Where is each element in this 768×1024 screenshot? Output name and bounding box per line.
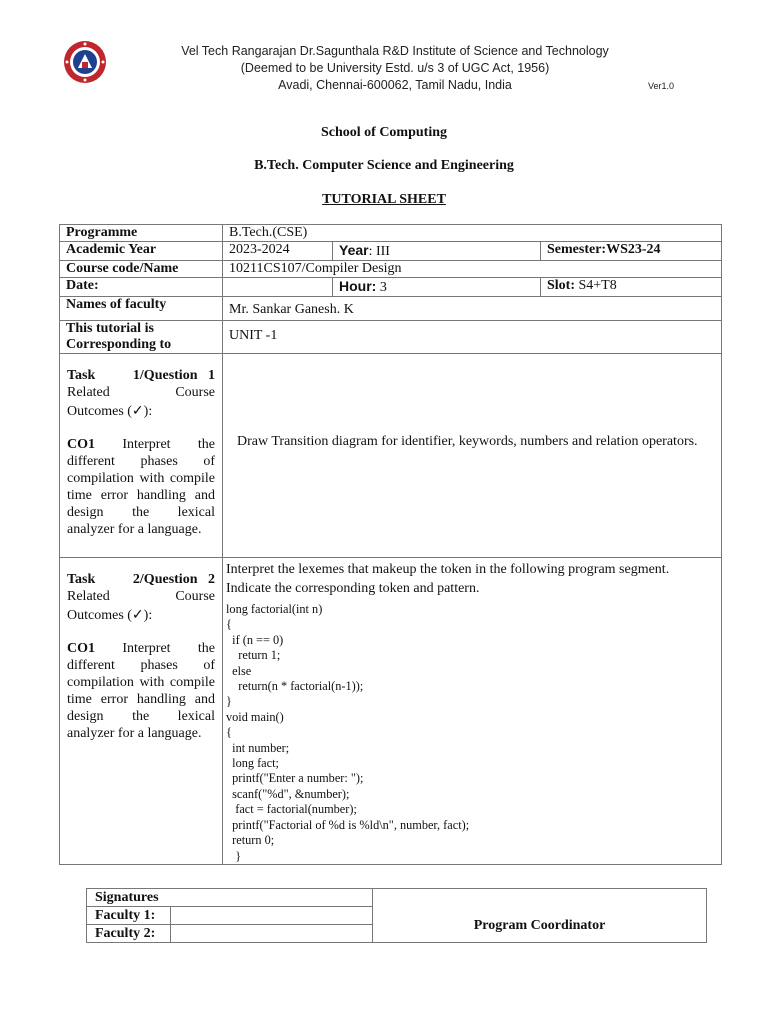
faculty-value: Mr. Sankar Ganesh. K bbox=[223, 297, 722, 321]
task-2-title-left: Task bbox=[67, 572, 96, 587]
course-value: 10211CS107/Compiler Design bbox=[223, 261, 722, 278]
date-label: Date: bbox=[60, 278, 223, 297]
task-1-co-code: CO1 bbox=[67, 437, 95, 452]
task-1-related-word: Related bbox=[67, 385, 110, 400]
faculty-2-label: Faculty 2: bbox=[87, 925, 171, 943]
task-2-question: Interpret the lexemes that makeup the token in the following program segment. Indicate the corresponding token and pattern. bbox=[226, 562, 670, 596]
version-label: Ver1.0 bbox=[648, 81, 675, 91]
corresponding-value: UNIT -1 bbox=[223, 321, 722, 354]
task-1-meta bbox=[60, 354, 223, 558]
task-2-code: long factorial(int n) { if (n == 0) return 1; else return(n * factorial(n-1)); } void main() { int number; long fact; printf("Enter a number: "); scanf("%d", &number); fact = factorial(number); printf("Factorial of %d is %ld\n", number, fact); return 0; } bbox=[226, 602, 470, 863]
programme-title: B.Tech. Computer Science and Engineering bbox=[254, 158, 514, 173]
faculty-2-signature bbox=[171, 925, 373, 943]
semester-value: WS23-24 bbox=[606, 242, 661, 257]
task-1-course-word: Course bbox=[175, 385, 215, 400]
task-2-related-word: Related bbox=[67, 589, 110, 604]
task-2-outcomes: Outcomes (✓): bbox=[67, 608, 153, 623]
year-value: : III bbox=[368, 244, 390, 259]
task-2-meta bbox=[60, 558, 223, 865]
year-label: Year bbox=[339, 242, 369, 258]
task-2-course-word: Course bbox=[175, 589, 215, 604]
task-1-title bbox=[67, 368, 215, 384]
course-label: Course code/Name bbox=[60, 261, 223, 278]
task-2-co-text: Interpret the different phases of compilation with compile time error handling and design the lexical analyzer for a language. bbox=[67, 641, 216, 741]
tutorial-table bbox=[59, 224, 722, 865]
task-2-related bbox=[67, 588, 215, 605]
year-cell bbox=[333, 242, 541, 261]
sheet-title: TUTORIAL SHEET bbox=[322, 192, 446, 207]
task-1-outcomes: Outcomes (✓): bbox=[67, 404, 153, 419]
programme-label: Programme bbox=[60, 225, 223, 242]
task-1-co-text: Interpret the different phases of compilation with compile time error handling and design the lexical analyzer for a language. bbox=[67, 437, 216, 537]
semester-cell bbox=[541, 242, 722, 261]
corresponding-label-line2: Corresponding to bbox=[66, 337, 172, 352]
semester-label: Semester: bbox=[547, 242, 607, 257]
task-2-question-cell bbox=[223, 558, 722, 865]
university-logo bbox=[63, 40, 107, 84]
hour-label: Hour: bbox=[339, 278, 377, 294]
academic-year-value: 2023-2024 bbox=[223, 242, 333, 261]
task-2-co-code: CO1 bbox=[67, 641, 95, 656]
school-title: School of Computing bbox=[320, 125, 448, 140]
task-1-related bbox=[67, 384, 215, 401]
slot-label: Slot: bbox=[547, 278, 575, 293]
task-1-question: Draw Transition diagram for identifier, keywords, numbers and relation operators. bbox=[223, 354, 722, 558]
institute-name: Vel Tech Rangarajan Dr.Sagunthala R&D Institute of Science and Technology bbox=[181, 44, 609, 58]
task-1-title-right: 1/Question 1 bbox=[132, 368, 215, 383]
corresponding-label-line1: This tutorial is bbox=[66, 321, 154, 336]
hour-cell bbox=[333, 278, 541, 297]
programme-value: B.Tech.(CSE) bbox=[223, 225, 722, 242]
task-2-title-right: 2/Question 2 bbox=[132, 572, 215, 587]
academic-year-label: Academic Year bbox=[60, 242, 223, 261]
task-2-co bbox=[67, 640, 215, 742]
signatures-heading: Signatures bbox=[87, 889, 373, 907]
task-1-title-left: Task bbox=[67, 368, 96, 383]
task-1-co bbox=[67, 436, 215, 538]
faculty-1-signature bbox=[171, 907, 373, 925]
task-2-title bbox=[67, 572, 215, 588]
slot-value: S4+T8 bbox=[575, 278, 617, 293]
program-coordinator: Program Coordinator bbox=[373, 889, 707, 943]
faculty-1-label: Faculty 1: bbox=[87, 907, 171, 925]
corresponding-label bbox=[60, 321, 223, 354]
slot-cell bbox=[541, 278, 722, 297]
date-value bbox=[223, 278, 333, 297]
hour-value: 3 bbox=[376, 280, 387, 295]
institute-deemed: (Deemed to be University Estd. u/s 3 of UGC Act, 1956) bbox=[240, 61, 550, 75]
faculty-label: Names of faculty bbox=[60, 297, 223, 321]
institute-address: Avadi, Chennai-600062, Tamil Nadu, India bbox=[278, 78, 512, 92]
signatures-table bbox=[86, 888, 707, 943]
